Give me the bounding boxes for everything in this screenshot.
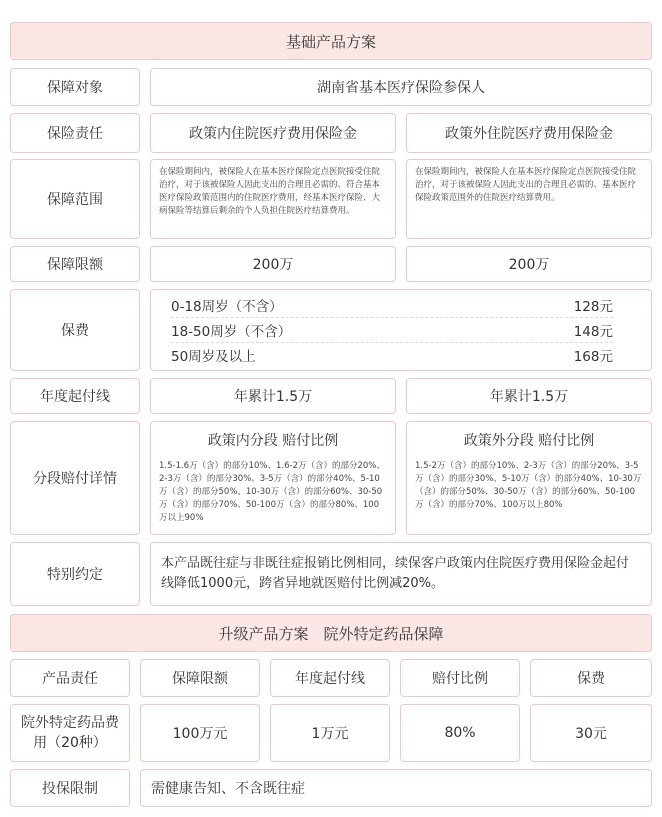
deductible-out-policy: 年累计1.5万 <box>406 378 652 414</box>
special-text: 本产品既往症与非既往症报销比例相同，续保客户政策内住院医疗费用保险金起付线降低1000元，跨省异地就医赔付比例减20%。 <box>150 542 652 606</box>
coverage-target-value: 湖南省基本医疗保险参保人 <box>150 68 652 106</box>
premium-label: 保费 <box>10 289 140 371</box>
liability-out-policy: 政策外住院医疗费用保险金 <box>406 113 652 153</box>
premium-price: 128元 <box>573 299 613 315</box>
upgrade-header-cell: 保障限额 <box>140 659 260 697</box>
scope-label: 保障范围 <box>10 159 140 239</box>
tiers-out-policy <box>406 421 652 535</box>
liability-in-policy: 政策内住院医疗费用保险金 <box>150 113 396 153</box>
premium-age: 0-18周岁（不含） <box>171 299 283 315</box>
restriction-label: 投保限制 <box>10 769 130 807</box>
tiers-in-text: 1.5-1.6万（含）的部分10%、1.6-2万（含）的部分20%、2-3万（含）的部分30%、3-5万（含）的部分40%、5-10万（含）的部分50%、10-30万（含）的部分60%、30-50万（含）的部分70%、50-100万（含）的部分80%、100万以上90% <box>159 461 385 523</box>
upgrade-premium-value: 30元 <box>530 704 652 762</box>
upgrade-header-cell: 保费 <box>530 659 652 697</box>
upgrade-header-cell: 年度起付线 <box>270 659 390 697</box>
liability-label: 保险责任 <box>10 113 140 153</box>
premium-row <box>171 318 613 343</box>
premium-price: 168元 <box>573 349 613 365</box>
scope-out-policy: 在保险期间内，被保险人在基本医疗保险定点医院接受住院治疗，对于该被保险人因此支出的合理且必需的、基本医疗保险政策范围外的住院医疗结算费用。 <box>406 159 652 239</box>
upgrade-header-cell: 产品责任 <box>10 659 130 697</box>
upgrade-limit-value: 100万元 <box>140 704 260 762</box>
upgrade-plan-title: 升级产品方案 院外特定药品保障 <box>218 624 444 643</box>
deductible-in-policy: 年累计1.5万 <box>150 378 396 414</box>
tiers-label: 分段赔付详情 <box>10 421 140 535</box>
restriction-value: 需健康告知、不含既往症 <box>140 769 652 807</box>
premium-row <box>171 293 613 318</box>
special-label: 特别约定 <box>10 542 140 606</box>
limit-in-policy: 200万 <box>150 246 396 282</box>
premium-table <box>150 289 652 371</box>
upgrade-ratio-value: 80% <box>400 704 520 762</box>
coverage-target-label: 保障对象 <box>10 68 140 106</box>
base-plan-header <box>10 22 652 60</box>
premium-price: 148元 <box>573 324 613 340</box>
upgrade-deductible-value: 1万元 <box>270 704 390 762</box>
premium-age: 18-50周岁（不含） <box>171 324 292 340</box>
limit-label: 保障限额 <box>10 246 140 282</box>
tiers-out-text: 1.5-2万（含）的部分10%、2-3万（含）的部分20%、3-5万（含）的部分30%、5-10万（含）的部分40%、10-30万（含）的部分50%、30-50万（含）的部分60%、50-100万（含）的部分70%、100万以上80% <box>415 461 642 510</box>
base-plan-title: 基础产品方案 <box>285 32 376 51</box>
premium-age: 50周岁及以上 <box>171 349 256 365</box>
upgrade-row-label: 院外特定药品费用（20种） <box>10 704 130 762</box>
tiers-in-title: 政策内分段 赔付比例 <box>207 433 339 449</box>
upgrade-plan-header <box>10 614 652 652</box>
scope-in-policy: 在保险期间内，被保险人在基本医疗保险定点医院接受住院治疗，对于该被保险人因此支出的合理且必需的、符合基本医疗保险政策范围内的住院医疗费用，经基本医疗保险、大病保险等结算后剩余的个人负担住院医疗结算费用。 <box>150 159 396 239</box>
deductible-label: 年度起付线 <box>10 378 140 414</box>
premium-row <box>171 343 613 367</box>
tiers-in-policy <box>150 421 396 535</box>
tiers-out-title: 政策外分段 赔付比例 <box>463 433 595 449</box>
upgrade-header-cell: 赔付比例 <box>400 659 520 697</box>
limit-out-policy: 200万 <box>406 246 652 282</box>
